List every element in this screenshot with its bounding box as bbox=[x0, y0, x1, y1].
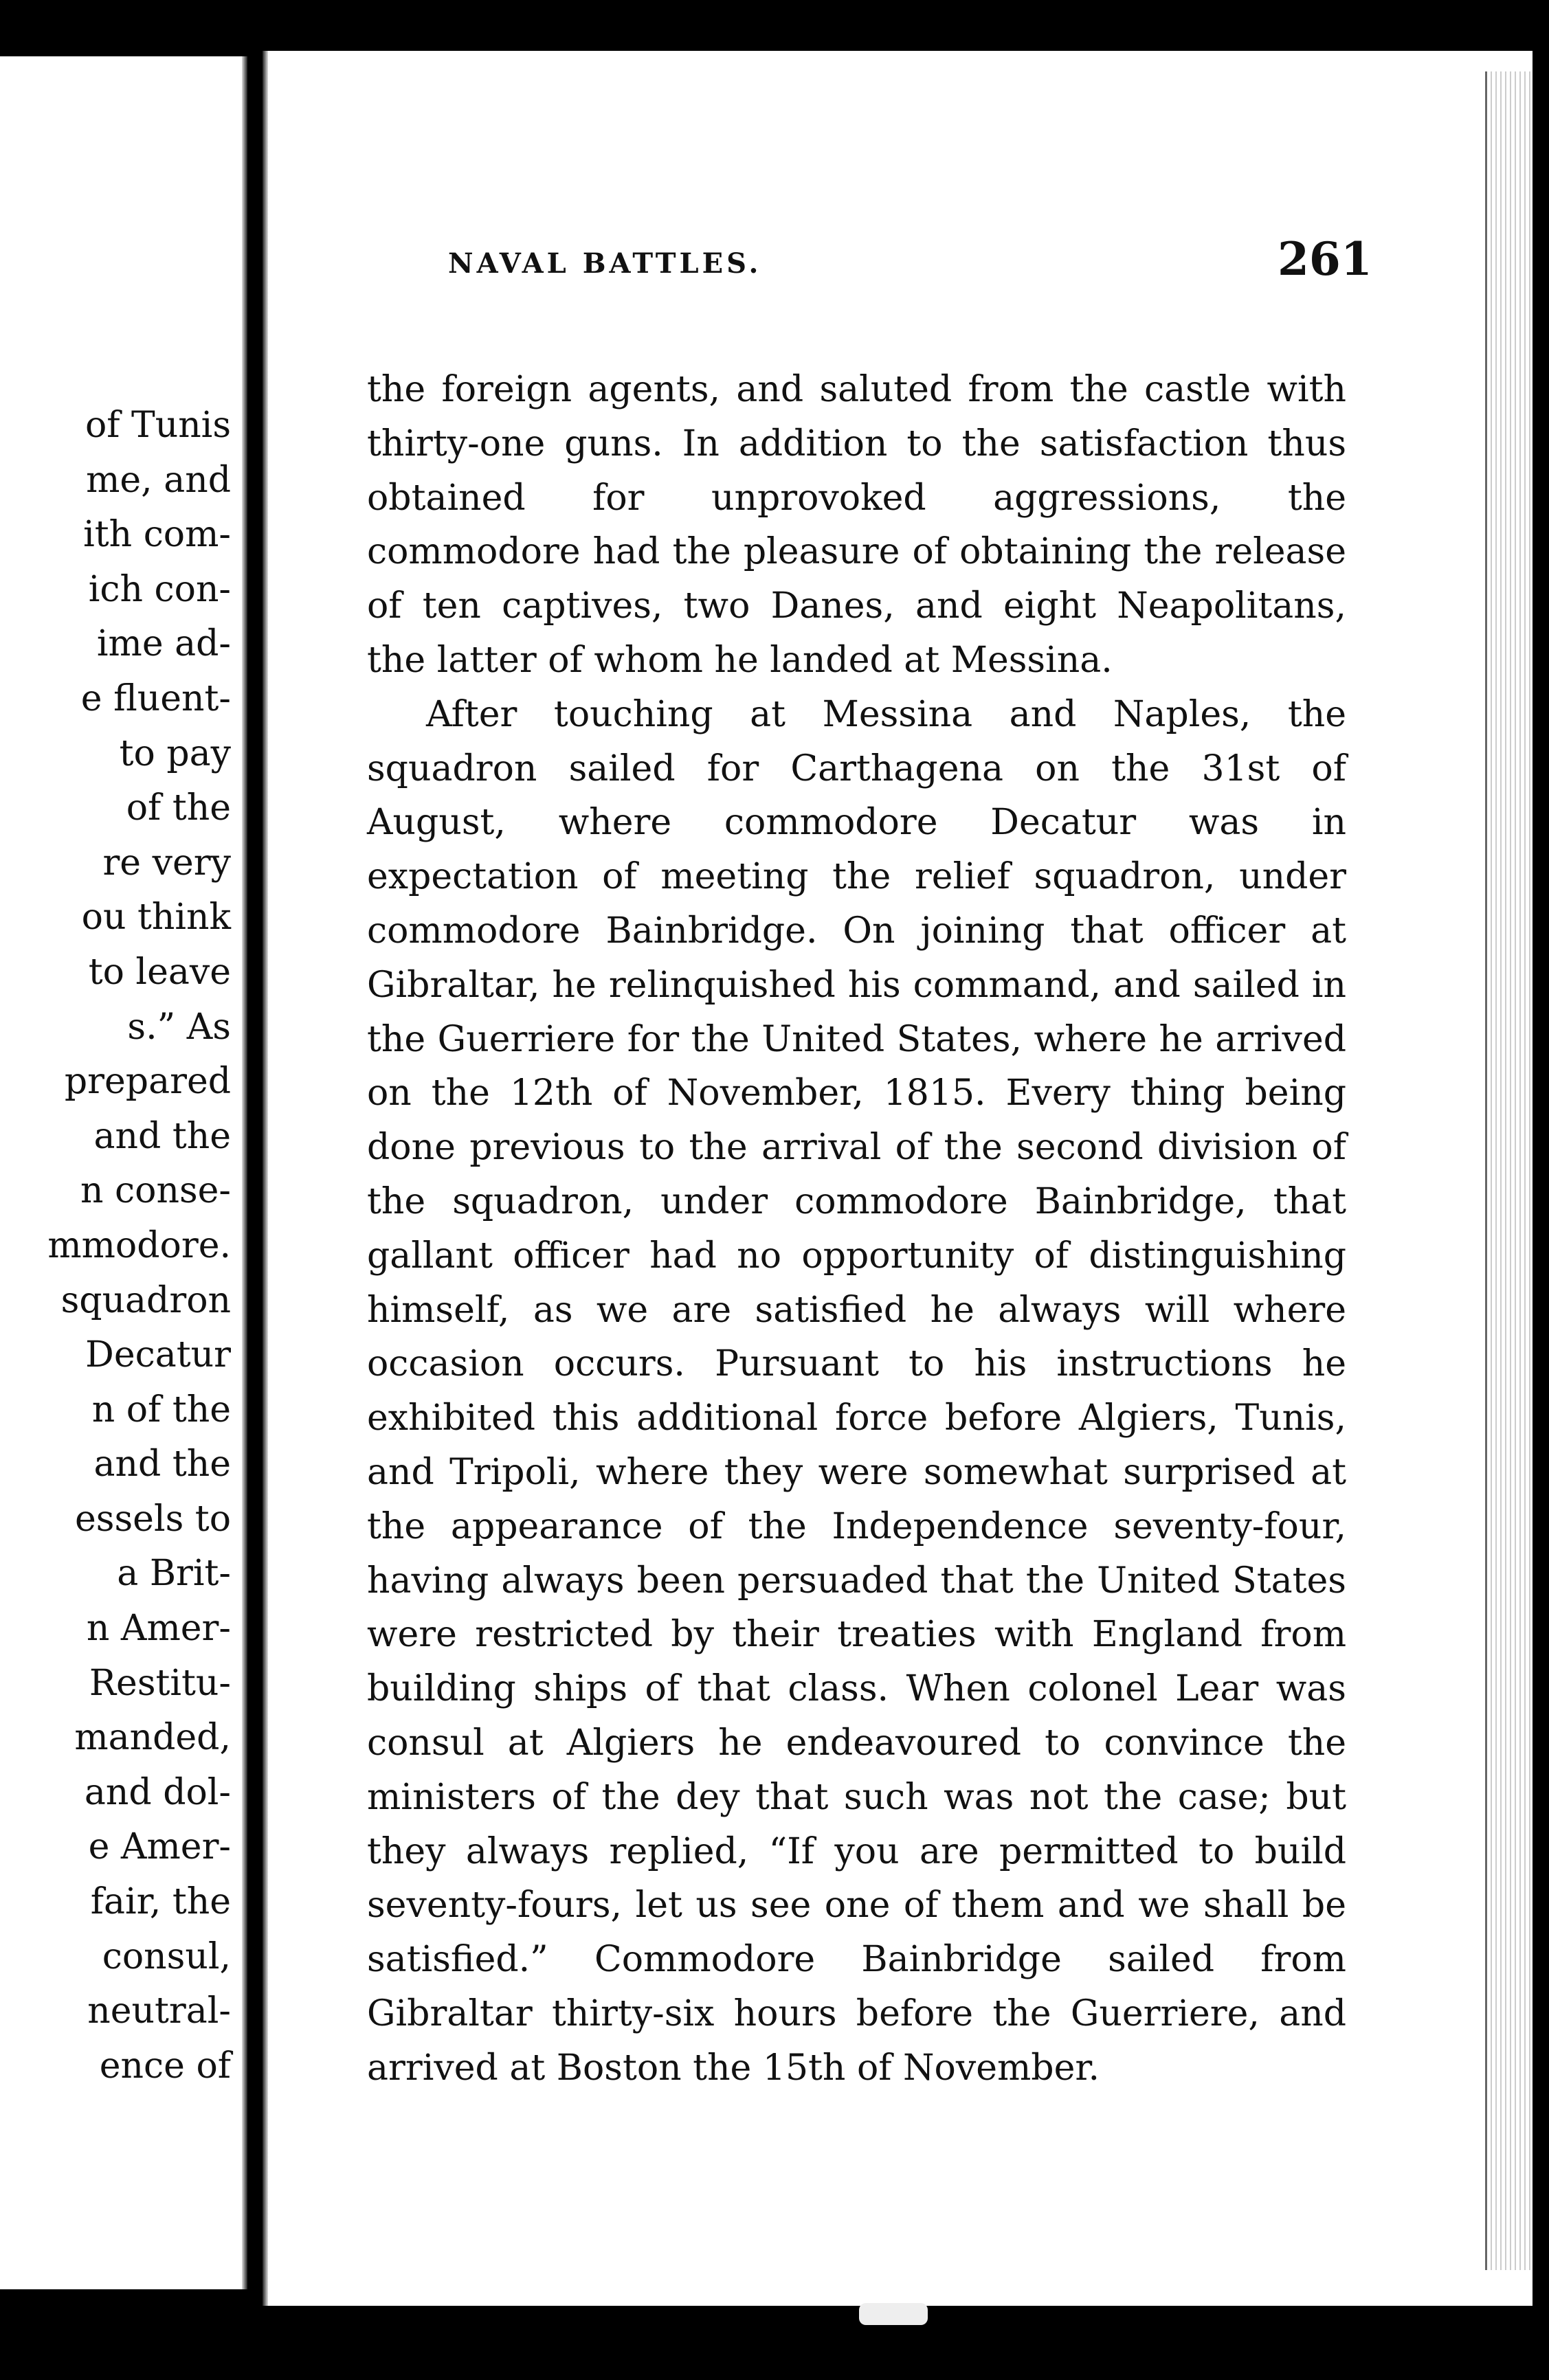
left-line: Decatur bbox=[85, 1334, 231, 1376]
left-line: mmodore. bbox=[47, 1224, 231, 1266]
left-gutter-shadow bbox=[242, 56, 247, 2289]
body-text bbox=[367, 363, 1346, 2096]
left-page-text bbox=[47, 398, 231, 2093]
left-line: prepared bbox=[64, 1061, 231, 1103]
left-line: ence of bbox=[99, 2045, 231, 2087]
left-line: n conse- bbox=[80, 1170, 231, 1212]
binding-mark bbox=[859, 2303, 928, 2325]
left-line: ich con- bbox=[88, 568, 231, 610]
left-line: e fluent- bbox=[80, 677, 231, 719]
paragraph-1: the foreign agents, and saluted from the castle with thirty-one guns. In addition to the satisfaction thus obtained for unprovoked aggressions, the commodore had the pleasure of obtaining the release of ten captives, two Danes, and eight Neapolitans, the latter of whom he landed at Messina. bbox=[367, 369, 1346, 681]
left-line: neutral- bbox=[87, 1990, 231, 2032]
left-line: e Amer- bbox=[88, 1826, 231, 1868]
left-line: Restitu- bbox=[89, 1662, 231, 1704]
left-line: n of the bbox=[91, 1389, 231, 1430]
left-line: consul, bbox=[102, 1935, 231, 1977]
left-line: squadron bbox=[60, 1279, 231, 1321]
left-line: re very bbox=[102, 842, 231, 884]
left-line: ith com- bbox=[83, 514, 231, 556]
paragraph-2: After touching at Messina and Naples, the squadron sailed for Carthagena on the 31st of August, where commodore Decatur was in expectation of meeting the relief squadron, under commodore Bainbridge. On joining that officer at Gibraltar, he relinquished his command, and sailed in the Guerriere for the United States, where he arrived on the 12th of November, 1815. Every thing being done previous to the arrival of the second division of the squadron, under commodore Bainbridge, that gallant officer had no opportunity of distinguishing himself, as we are satisfied he always will where occasion occurs. Pursuant to his instructions he exhibited this additional force before Algiers, Tunis, and Tripoli, where they were somewhat surprised at the appearance of the Independence seventy-four, having always been persuaded that the United States were restricted by their treaties with England from building ships of that class. When colonel Lear was consul at Algiers he endeavoured to convince the ministers of the dey that such was not the case; but they always replied, “If you are permitted to build seventy-fours, let us see one of them and we shall be satisfied.” Commodore Bainbridge sailed from Gibraltar thirty-six hours before the Guerriere, and arrived at Boston the 15th of November. bbox=[367, 693, 1346, 2089]
left-line: s.” As bbox=[127, 1006, 231, 1048]
left-line: a Brit- bbox=[117, 1553, 231, 1595]
left-line: and the bbox=[93, 1115, 231, 1157]
left-line: and the bbox=[93, 1444, 231, 1485]
left-line: and dol- bbox=[84, 1771, 231, 1813]
left-line: of Tunis bbox=[85, 405, 231, 446]
running-head bbox=[448, 232, 1372, 294]
page-edges bbox=[1485, 71, 1533, 2270]
page-number: 261 bbox=[1278, 232, 1372, 286]
left-line: me, and bbox=[86, 459, 231, 501]
left-line: of the bbox=[126, 787, 231, 829]
left-line: to pay bbox=[119, 732, 231, 774]
running-title: NAVAL BATTLES. bbox=[448, 247, 762, 280]
left-line: ou think bbox=[81, 897, 231, 939]
left-line: n Amer- bbox=[86, 1608, 231, 1650]
left-line: ime ad- bbox=[96, 623, 231, 665]
left-page bbox=[0, 56, 247, 2289]
left-line: essels to bbox=[75, 1498, 231, 1540]
right-gutter-shadow bbox=[263, 51, 268, 2306]
left-line: manded, bbox=[74, 1717, 231, 1759]
left-line: fair, the bbox=[90, 1881, 231, 1923]
left-line: to leave bbox=[88, 951, 231, 993]
